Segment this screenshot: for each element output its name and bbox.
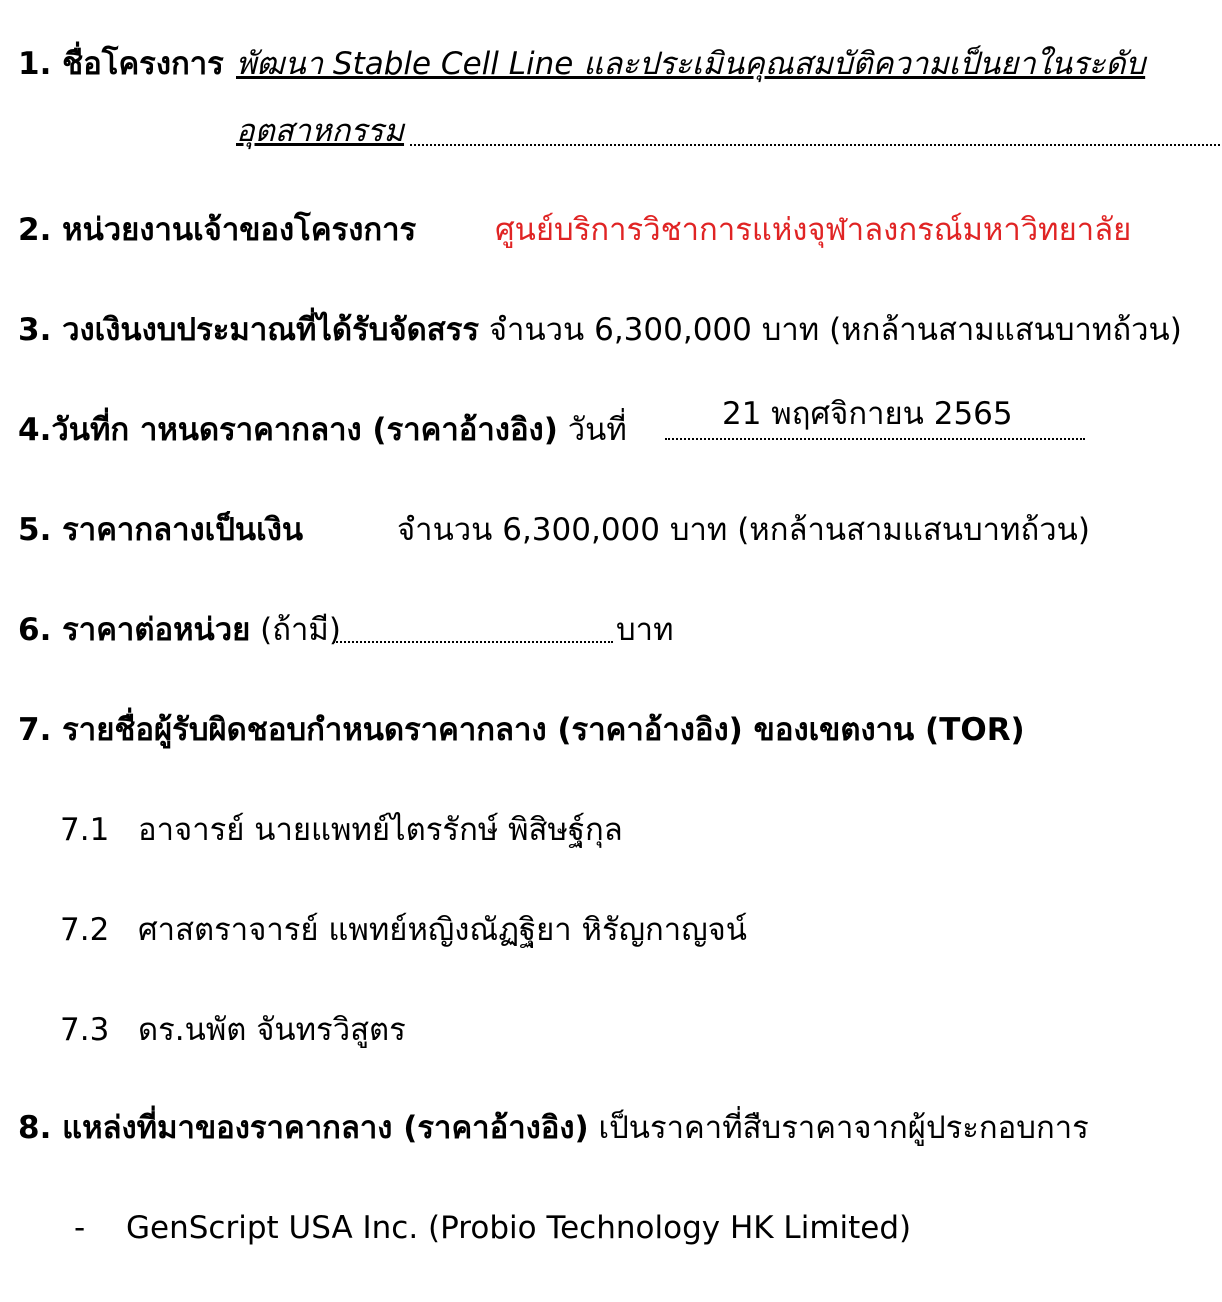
person-row (60, 1010, 109, 1050)
median-price: จำนวน 6,300,000 บาท (หกล้านสามแสนบาทถ้วน) (397, 512, 1090, 548)
item-2-row (18, 210, 416, 250)
unit-price-dots (333, 641, 613, 643)
owner-agency: ศูนย์บริการวิชาการแห่งจุฬาลงกรณ์มหาวิทยาลัย (495, 212, 1132, 248)
person-row (60, 910, 109, 950)
project-title-line2: อุตสาหกรรม (236, 113, 405, 149)
item-6-unit: บาท (616, 612, 674, 648)
item-5-row (18, 510, 303, 550)
person-name: ศาสตราจารย์ แพทย์หญิงณัฏฐิยา หิรัญกาญจน์ (138, 912, 747, 948)
item-6-row (18, 610, 341, 650)
item-3-label: 3. วงเงินงบประมาณที่ได้รับจัดสรร (18, 312, 480, 348)
price-source-note: เป็นราคาที่สืบราคาจากผู้ประกอบการ (598, 1110, 1089, 1146)
source-vendor: GenScript USA Inc. (Probio Technology HK Limited) (126, 1210, 912, 1246)
reference-date: 21 พฤศจิกายน 2565 (722, 396, 1013, 432)
item-8-row (18, 1108, 1089, 1148)
date-fill-dots (665, 438, 1085, 440)
item-5-label: 5. ราคากลางเป็นเงิน (18, 512, 304, 548)
item-1-row (18, 44, 224, 84)
item-4-label: 4.วันที่ก าหนดราคากลาง (ราคาอ้างอิง) (18, 412, 558, 448)
source-bullet: - (74, 1210, 86, 1246)
item-6-note: (ถ้ามี) (260, 612, 341, 648)
item-4-date-label: วันที่ (567, 412, 627, 448)
person-number: 7.1 (60, 812, 110, 848)
item-1-label: 1. ชื่อโครงการ (18, 46, 224, 82)
item-7-label: 7. รายชื่อผู้รับผิดชอบกำหนดราคากลาง (ราคาอ้างอิง) ของเขตงาน (TOR) (18, 712, 1025, 748)
item-3-row (18, 310, 1182, 350)
person-number: 7.3 (60, 1012, 110, 1048)
budget-amount: จำนวน 6,300,000 บาท (หกล้านสามแสนบาทถ้วน) (488, 312, 1182, 348)
title-fill-dots (410, 144, 1220, 146)
item-4-row (18, 410, 627, 450)
person-name: ดร.นพัต จันทรวิสูตร (138, 1012, 406, 1048)
person-number: 7.2 (60, 912, 110, 948)
project-title-line1: พัฒนา Stable Cell Line และประเมินคุณสมบัติความเป็นยาในระดับ (236, 46, 1146, 82)
item-2-label: 2. หน่วยงานเจ้าของโครงการ (18, 212, 417, 248)
person-name: อาจารย์ นายแพทย์ไตรรักษ์ พิสิษฐ์กุล (138, 812, 623, 848)
item-6-label: 6. ราคาต่อหน่วย (18, 612, 251, 648)
item-8-label: 8. แหล่งที่มาของราคากลาง (ราคาอ้างอิง) (18, 1110, 589, 1146)
item-7-row (18, 710, 1025, 750)
person-row (60, 810, 109, 850)
